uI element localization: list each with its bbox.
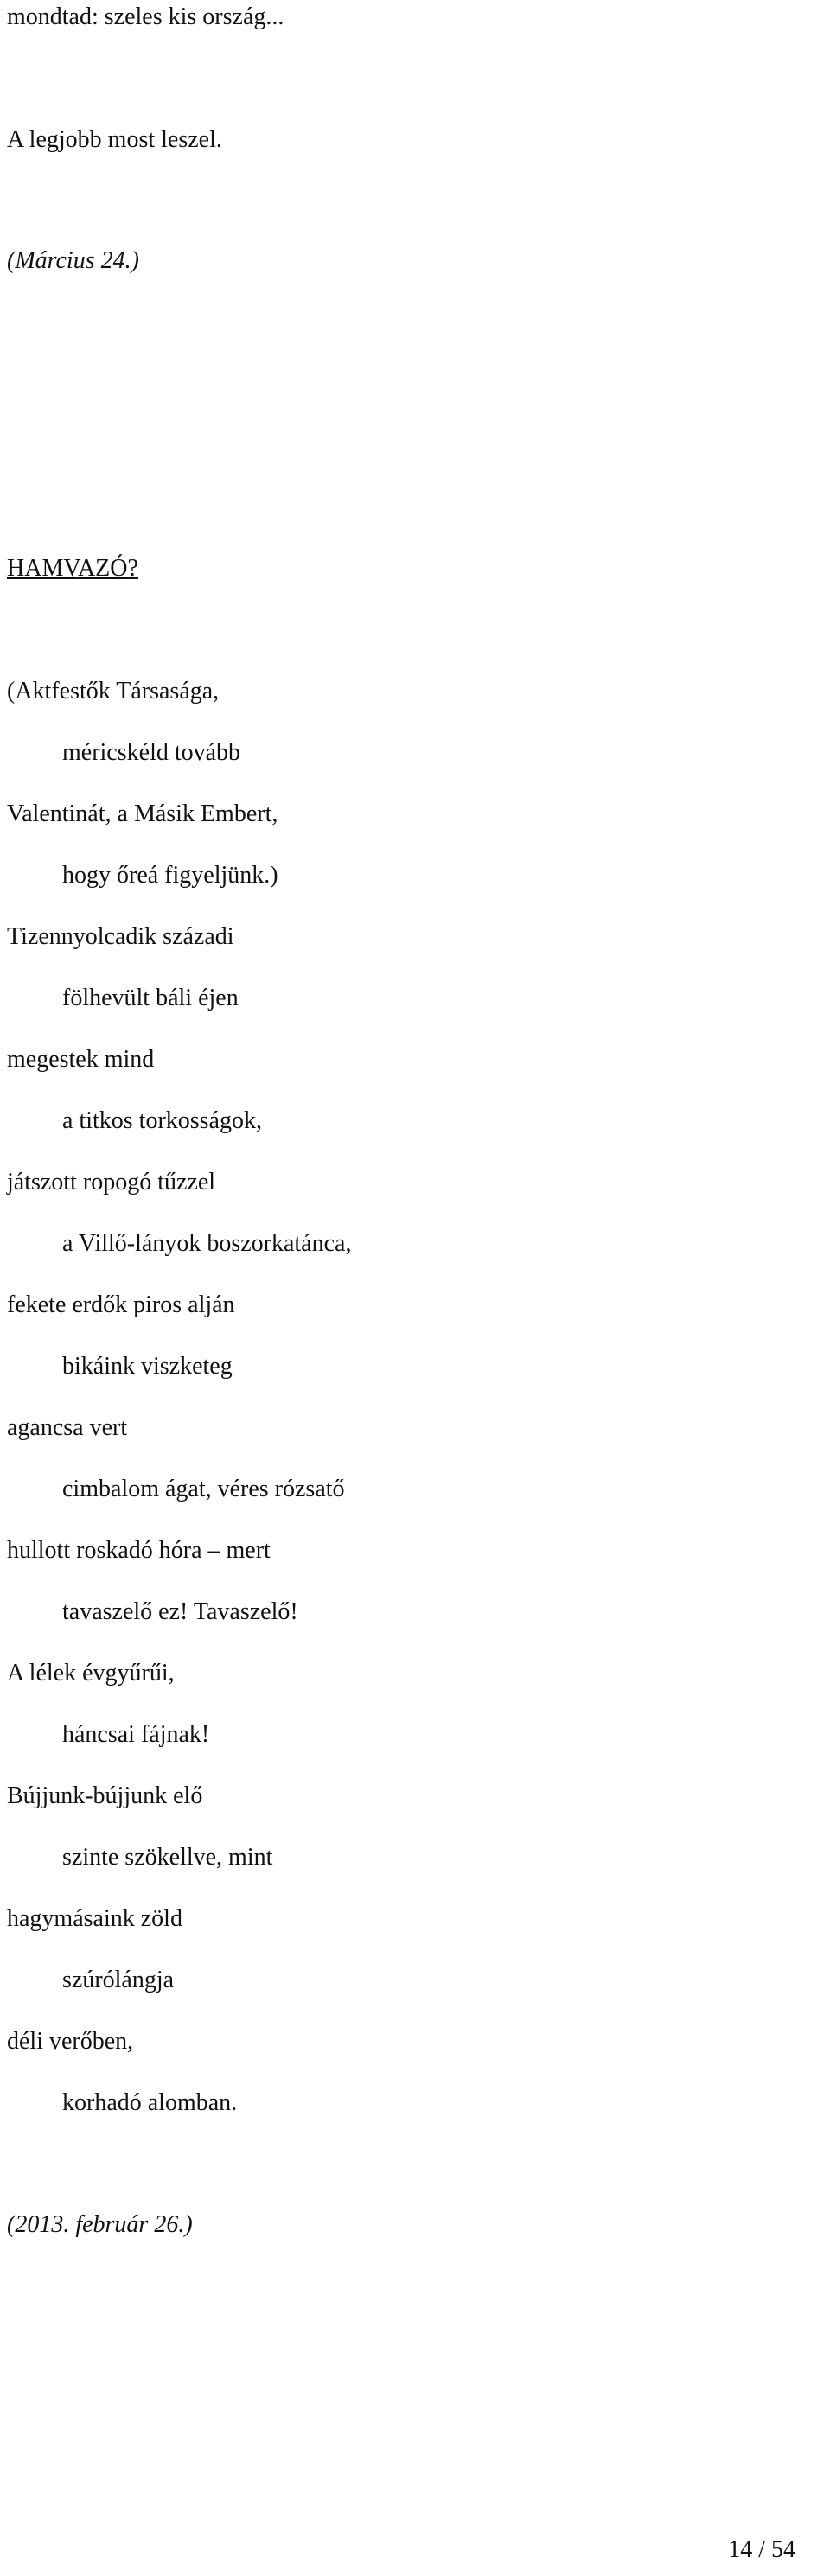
intro-date: (Március 24.) [7, 247, 139, 274]
poem-line: Valentinát, a Másik Embert, [7, 800, 278, 827]
poem-line: hullott roskadó hóra – mert [7, 1537, 271, 1564]
poem-date: (2013. február 26.) [7, 2211, 193, 2238]
poem-line: a Villő-lányok boszorkatánca, [62, 1230, 352, 1257]
poem-line: hagymásaink zöld [7, 1905, 182, 1932]
poem-line: játszott ropogó tűzzel [7, 1169, 216, 1196]
poem-line: háncsai fájnak! [62, 1721, 210, 1748]
poem-line: megestek mind [7, 1046, 155, 1073]
intro-line-1: mondtad: szeles kis ország... [7, 3, 284, 30]
poem-line: (Aktfestők Társasága, [7, 678, 220, 705]
poem-line: hogy őreá figyeljünk.) [62, 862, 278, 889]
poem-line: szinte szökellve, mint [62, 1844, 273, 1871]
poem-line: fekete erdők piros alján [7, 1291, 235, 1318]
poem-line: fölhevült báli éjen [62, 985, 239, 1011]
poem-title[interactable]: HAMVAZÓ? [7, 555, 138, 582]
poem-line: cimbalom ágat, véres rózsatő [62, 1476, 345, 1502]
poem-line: agancsa vert [7, 1414, 128, 1441]
poem-line: szúrólángja [62, 1967, 175, 1993]
poem-line: tavaszelő ez! Tavaszelő! [62, 1598, 298, 1625]
poem-line: Bújjunk-bújjunk elő [7, 1782, 203, 1809]
poem-line: A lélek évgyűrűi, [7, 1660, 175, 1687]
poem-line: déli verőben, [7, 2028, 134, 2055]
poem-line: a titkos torkosságok, [62, 1107, 262, 1134]
poem-line: bikáink viszketeg [62, 1353, 233, 1380]
intro-line-2: A legjobb most leszel. [7, 126, 222, 153]
poem-line: korhadó alomban. [62, 2089, 238, 2116]
poem-line: méricskéld tovább [62, 739, 241, 766]
poem-line: Tizennyolcadik századi [7, 923, 234, 950]
page-number: 14 / 54 [728, 2536, 795, 2563]
